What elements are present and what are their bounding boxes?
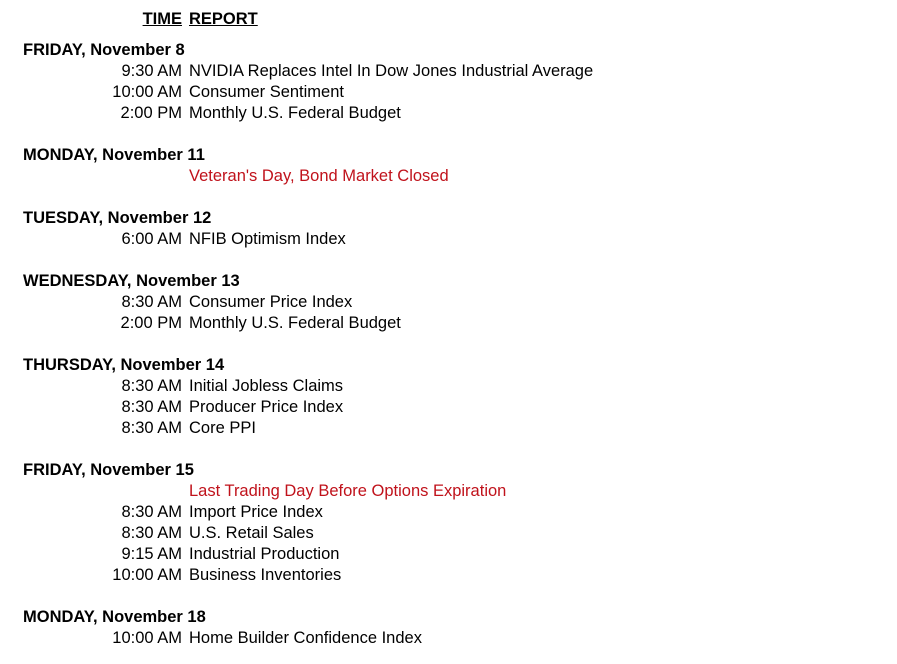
event-time: 8:30 AM	[121, 419, 182, 437]
report-name: Core PPI	[189, 419, 256, 437]
day-section	[0, 460, 897, 586]
schedule-row	[0, 292, 897, 313]
event-time: 9:30 AM	[121, 62, 182, 80]
event-time: 10:00 AM	[112, 83, 182, 101]
day-section	[0, 40, 897, 124]
schedule-note-row	[0, 166, 897, 187]
report-name: NVIDIA Replaces Intel In Dow Jones Industrial Average	[189, 62, 594, 80]
schedule-row	[0, 544, 897, 565]
day-section	[0, 271, 897, 334]
day-section	[0, 208, 897, 250]
event-time: 6:00 AM	[121, 230, 182, 248]
day-section	[0, 607, 897, 649]
day-title: FRIDAY, November 15	[23, 461, 194, 479]
event-time: 10:00 AM	[112, 629, 182, 647]
day-section	[0, 355, 897, 439]
schedule-row	[0, 313, 897, 334]
event-time: 9:15 AM	[121, 545, 182, 563]
event-time: 8:30 AM	[121, 293, 182, 311]
schedule-row	[0, 502, 897, 523]
report-name: Business Inventories	[189, 566, 342, 584]
report-name: Consumer Sentiment	[189, 83, 344, 101]
schedule-row	[0, 229, 897, 250]
day-title: MONDAY, November 11	[23, 146, 205, 164]
day-title: THURSDAY, November 14	[23, 356, 225, 374]
schedule-row	[0, 565, 897, 586]
schedule-row	[0, 82, 897, 103]
time-column-header: TIME	[142, 10, 182, 28]
event-time: 10:00 AM	[112, 566, 182, 584]
report-name: Producer Price Index	[189, 398, 344, 416]
report-name: Industrial Production	[189, 545, 340, 563]
event-time: 2:00 PM	[120, 104, 182, 122]
report-name: Import Price Index	[189, 503, 323, 521]
schedule-row	[0, 103, 897, 124]
report-column-header: REPORT	[189, 10, 258, 28]
event-time: 8:30 AM	[121, 524, 182, 542]
report-name: Consumer Price Index	[189, 293, 353, 311]
day-title: WEDNESDAY, November 13	[23, 272, 240, 290]
event-time: 8:30 AM	[121, 503, 182, 521]
day-title: TUESDAY, November 12	[23, 209, 212, 227]
day-section	[0, 145, 897, 187]
schedule-row	[0, 523, 897, 544]
market-note: Last Trading Day Before Options Expiration	[189, 482, 507, 500]
report-name: Home Builder Confidence Index	[189, 629, 422, 647]
economic-calendar	[0, 40, 897, 664]
event-time: 8:30 AM	[121, 398, 182, 416]
report-name: U.S. Retail Sales	[189, 524, 314, 542]
event-time: 8:30 AM	[121, 377, 182, 395]
market-note: Veteran's Day, Bond Market Closed	[189, 167, 449, 185]
day-title: FRIDAY, November 8	[23, 41, 185, 59]
event-time: 2:00 PM	[120, 314, 182, 332]
report-name: Monthly U.S. Federal Budget	[189, 314, 401, 332]
schedule-row	[0, 61, 897, 82]
schedule-note-row	[0, 481, 897, 502]
report-name: NFIB Optimism Index	[189, 230, 346, 248]
schedule-row	[0, 376, 897, 397]
report-name: Monthly U.S. Federal Budget	[189, 104, 401, 122]
schedule-row	[0, 628, 897, 649]
day-title: MONDAY, November 18	[23, 608, 206, 626]
schedule-row	[0, 397, 897, 418]
column-header	[0, 8, 897, 30]
report-name: Initial Jobless Claims	[189, 377, 344, 395]
schedule-row	[0, 418, 897, 439]
